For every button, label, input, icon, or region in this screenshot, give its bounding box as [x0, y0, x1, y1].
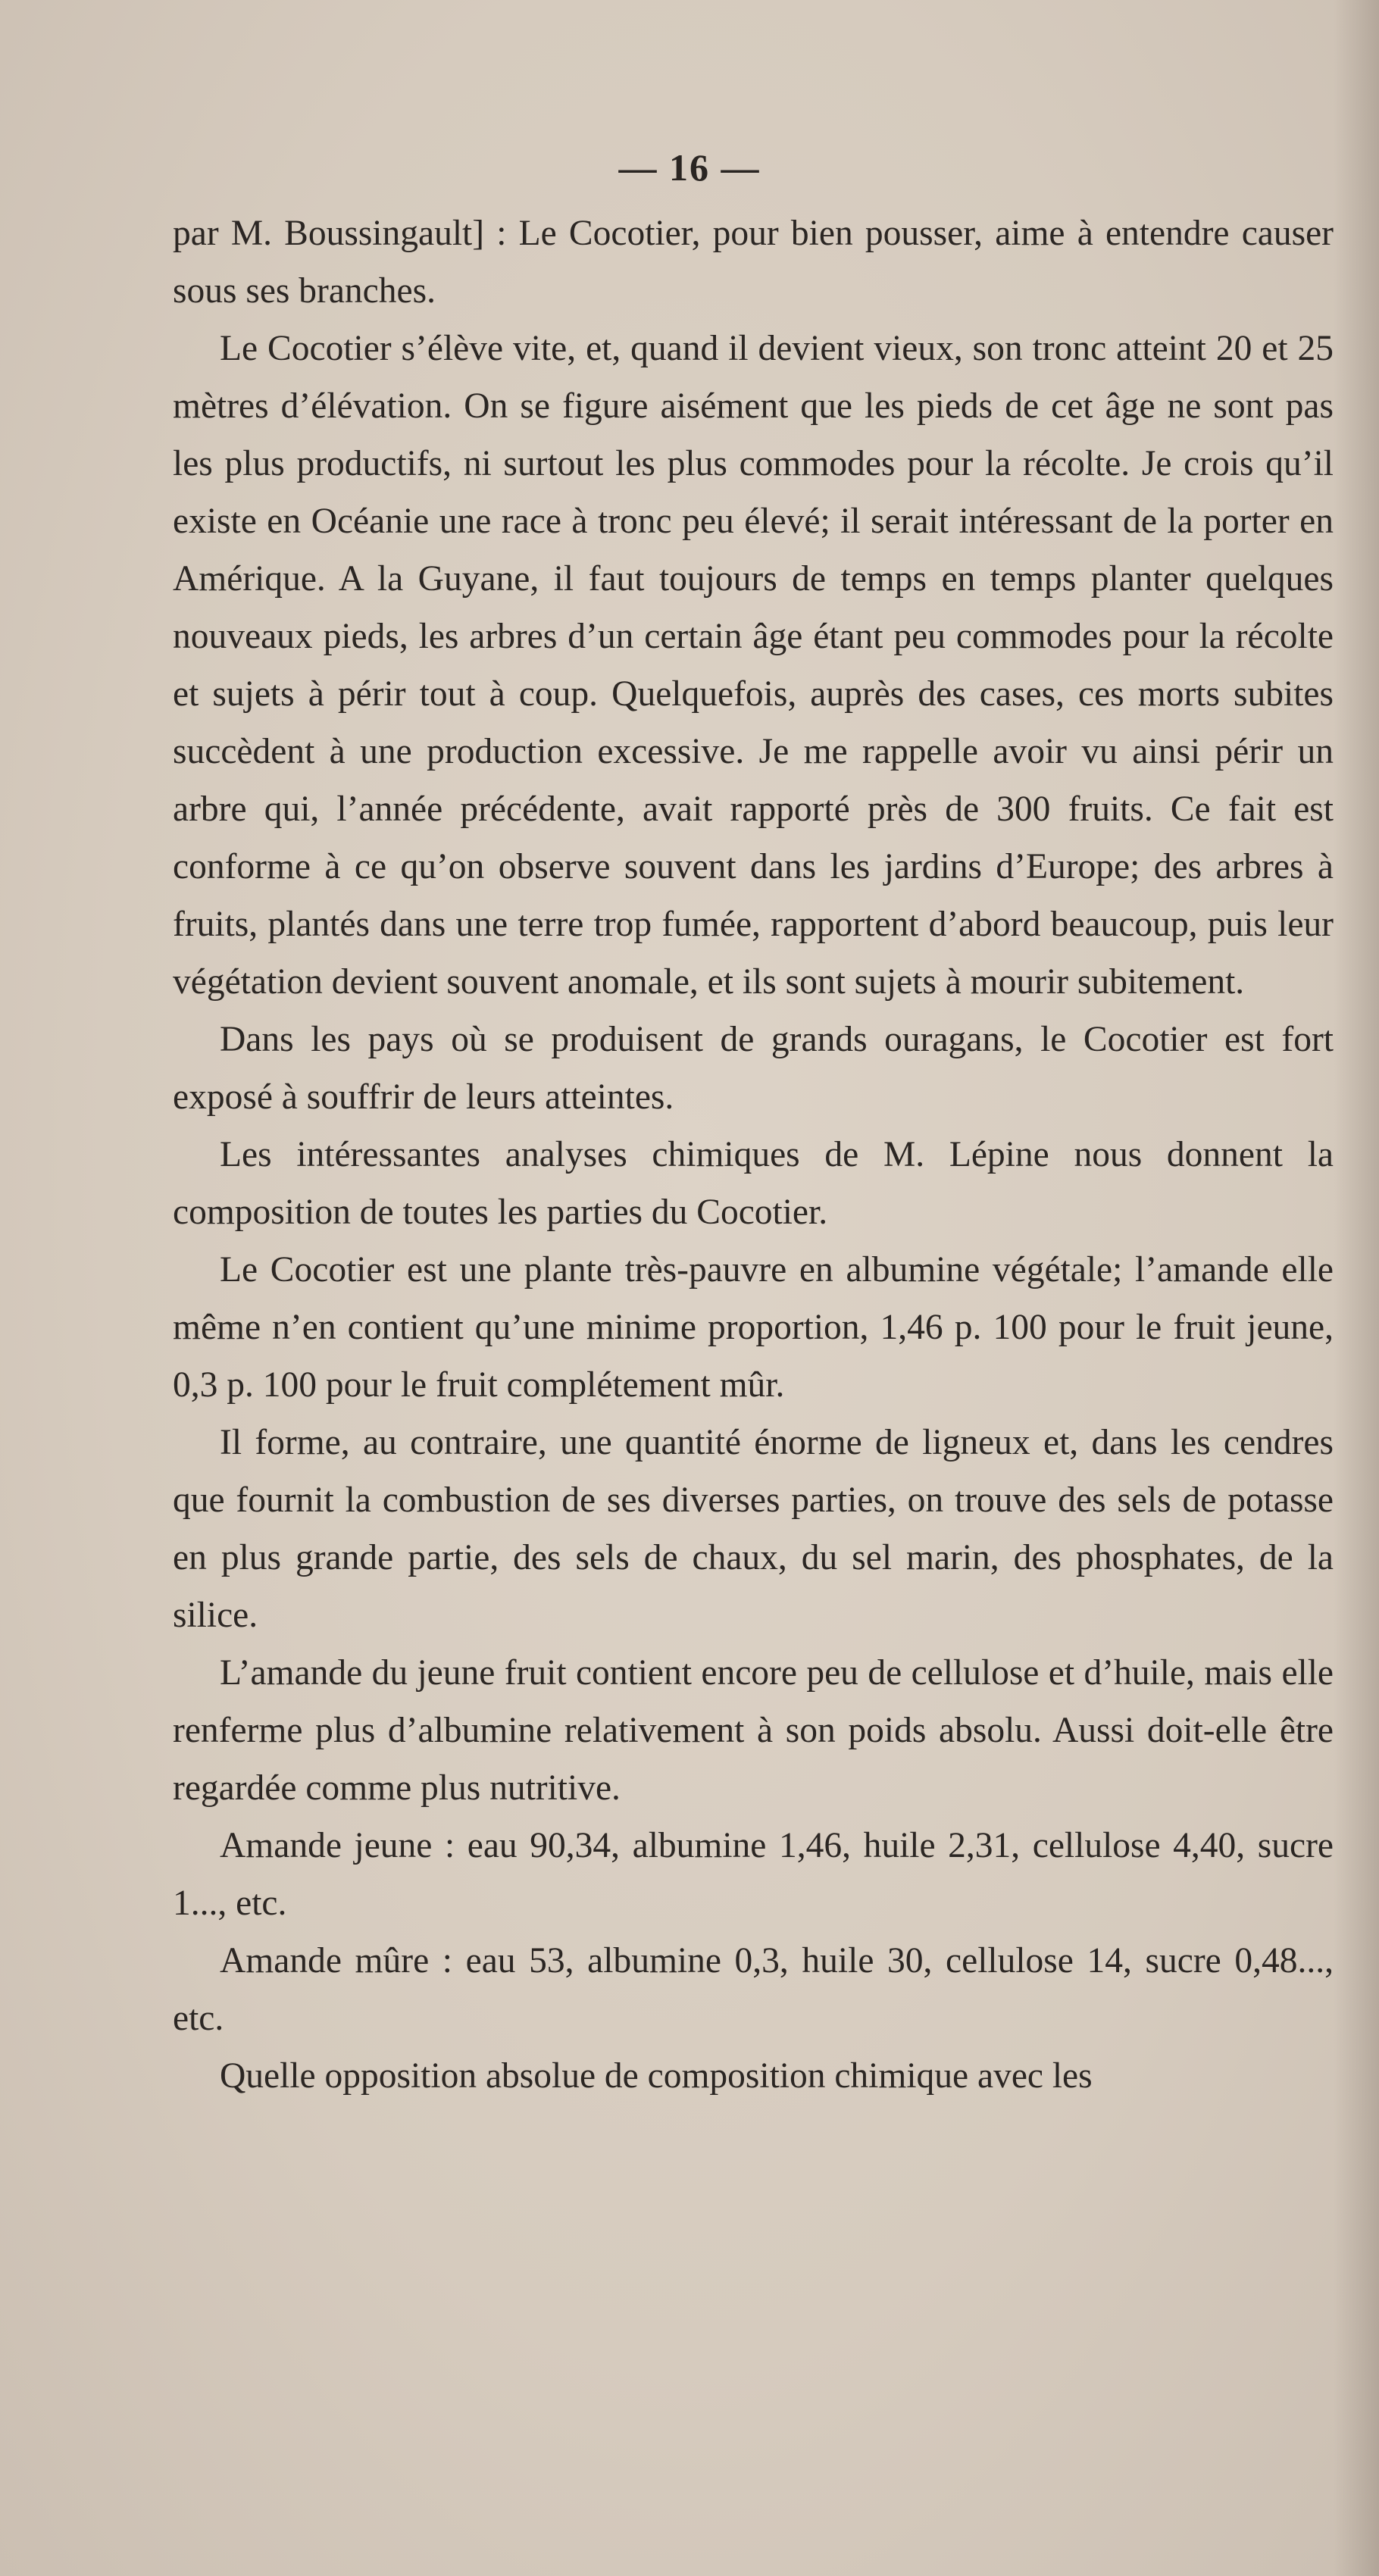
paragraph-4: Les intéressantes analyses chimiques de M. Lépine nous donnent la composition de toutes les parties du Cocotier. [173, 1135, 1334, 1232]
paragraph-3: Dans les pays où se produisent de grands ouragans, le Cocotier est fort exposé à souffrir de leurs atteintes. [173, 1020, 1334, 1117]
paragraph-8: Amande jeune : eau 90,34, albumine 1,46, huile 2,31, cellulose 4,40, sucre 1..., etc. [173, 1826, 1334, 1923]
paragraph-6: Il forme, au contraire, une quantité énorme de ligneux et, dans les cendres que fournit la combustion de ses diverses parties, on trouve des sels de potasse en plus grande partie, des sels de chaux, du sel marin, des phosphates, de la silice. [173, 1423, 1334, 1635]
paragraph-10: Quelle opposition absolue de composition chimique avec les [220, 2056, 1093, 2096]
paragraph-2: Le Cocotier s’élève vite, et, quand il devient vieux, son tronc atteint 20 et 25 mètres d’élévation. On se figure aisément que les pieds de cet âge ne sont pas les plus productifs, ni surtout les plus commodes pour la récolte. Je crois qu’il existe en Océanie une race à tronc peu élevé; il serait intéressant de la porter en Amérique. A la Guyane, il faut toujours de temps en temps planter quelques nouveaux pieds, les arbres d’un certain âge étant peu commodes pour la récolte et sujets à périr tout à coup. Quelquefois, auprès des cases, ces morts subites succèdent à une production excessive. Je me rappelle avoir vu ainsi périr un arbre qui, l’année précédente, avait rapporté près de 300 fruits. Ce fait est conforme à ce qu’on observe souvent dans les jardins d’Europe; des arbres à fruits, plantés dans une terre trop fumée, rapportent d’abord beaucoup, puis leur végétation devient souvent anomale, et ils sont sujets à mourir subitement. [173, 329, 1334, 1002]
paragraph-5: Le Cocotier est une plante très-pauvre en albumine végétale; l’amande elle même n’en contient qu’une minime proportion, 1,46 p. 100 pour le fruit jeune, 0,3 p. 100 pour le fruit complétement mûr. [173, 1250, 1334, 1405]
page-edge-shadow [1334, 0, 1379, 2576]
body-text [173, 205, 1334, 2105]
paragraph-9: Amande mûre : eau 53, albumine 0,3, huile 30, cellulose 14, sucre 0,48..., etc. [173, 1941, 1334, 2038]
paragraph-7: L’amande du jeune fruit contient encore peu de cellulose et d’huile, mais elle renferme plus d’albumine relativement à son poids absolu. Aussi doit-elle être regardée comme plus nutritive. [173, 1653, 1334, 1808]
paragraph-1: par M. Boussingault] : Le Cocotier, pour bien pousser, aime à entendre causer sous ses branches. [173, 214, 1334, 311]
page-number: — 16 — [618, 146, 761, 189]
